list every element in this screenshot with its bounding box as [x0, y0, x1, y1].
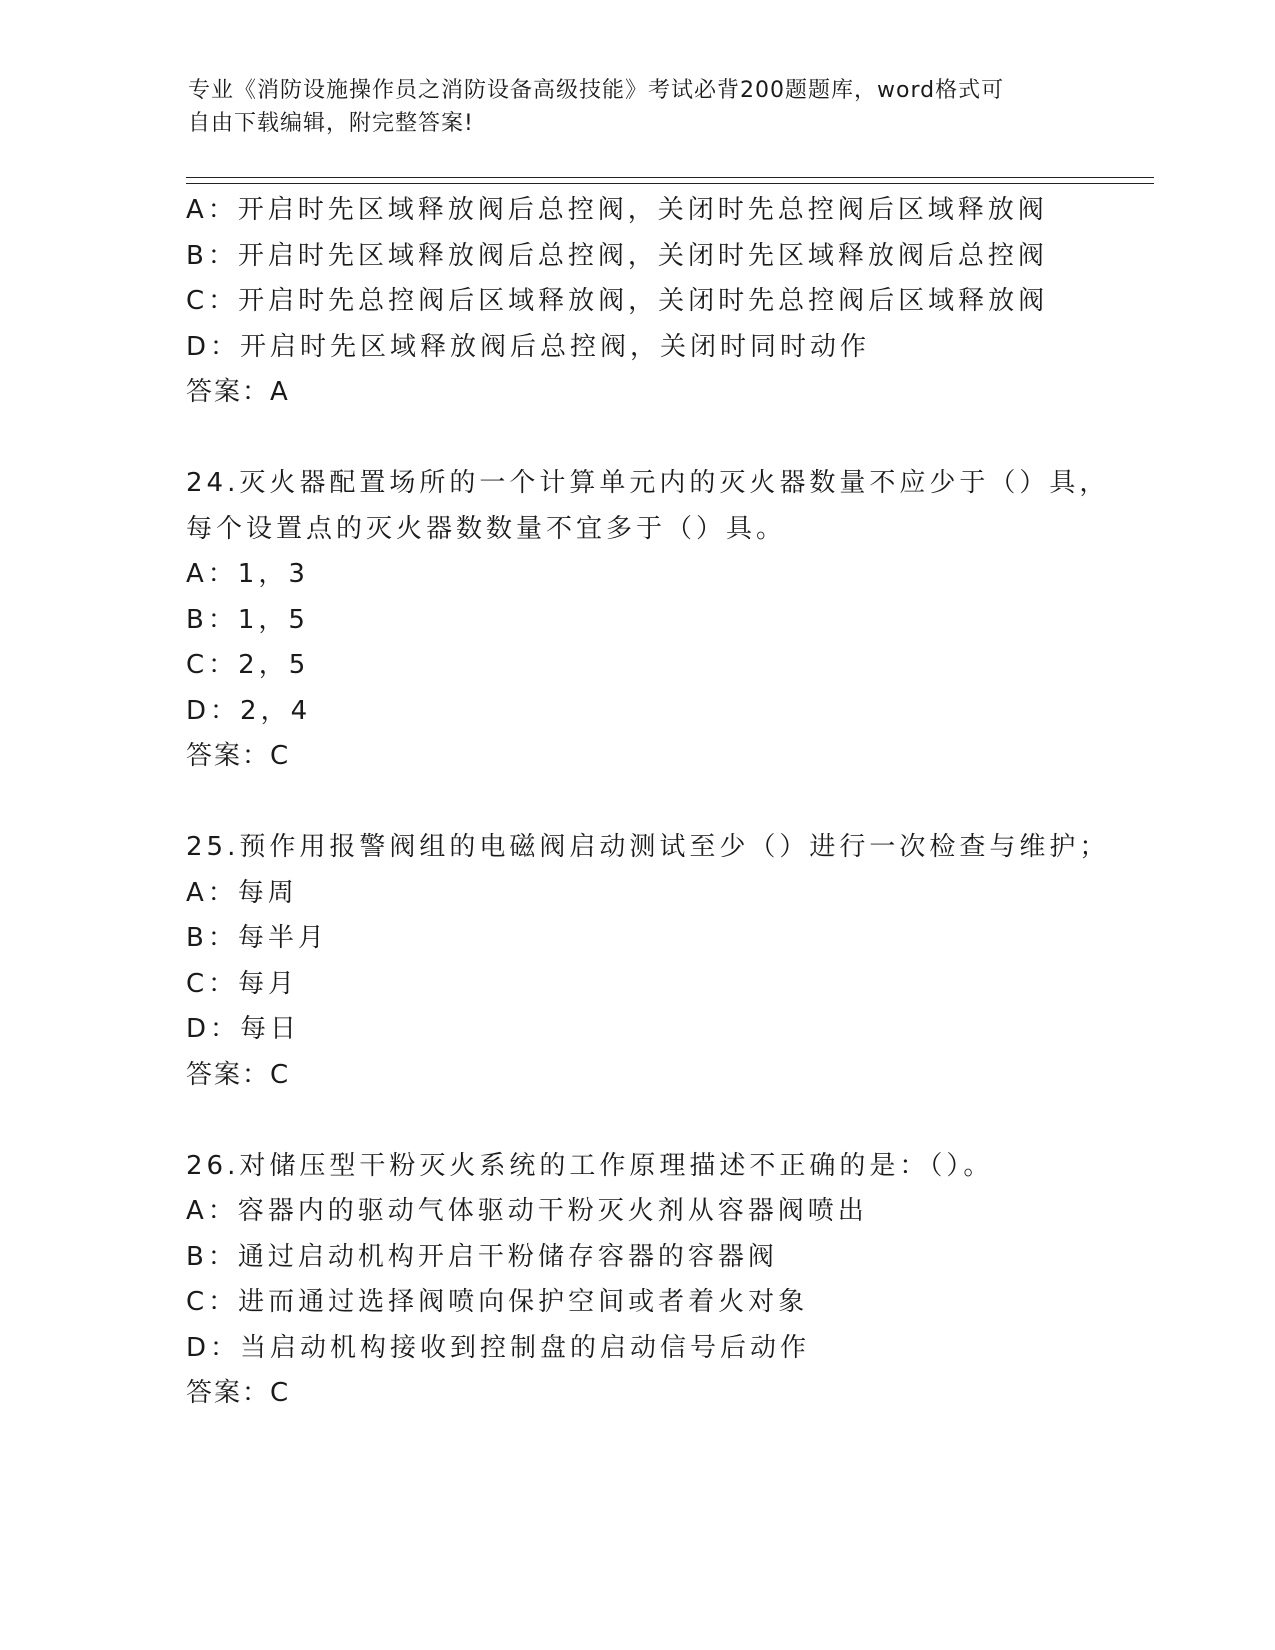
header-line-2: 自由下载编辑，附完整答案! — [188, 111, 474, 136]
question-24 — [186, 461, 1146, 780]
answer-text: 答案：C — [186, 1059, 291, 1090]
header-divider-top — [186, 177, 1154, 178]
question-stem-line-1: 26.对储压型干粉灭火系统的工作原理描述不正确的是：（）。 — [186, 1150, 994, 1181]
document-header — [188, 74, 1068, 140]
answer-text: 答案：C — [186, 741, 291, 771]
question-spacer — [186, 416, 1146, 462]
option-a: A：每周 — [186, 877, 298, 908]
option-c: C：进而通过选择阀喷向保护空间或者着火对象 — [186, 1287, 809, 1317]
answer-text: 答案：A — [186, 377, 290, 407]
option-b: B：通过启动机构开启干粉储存容器的容器阀 — [186, 1241, 778, 1272]
option-d: D：每日 — [186, 1014, 301, 1044]
option-c: C：开启时先总控阀后区域释放阀，关闭时先总控阀后区域释放阀 — [186, 286, 1049, 316]
question-stem-line-2: 每个设置点的灭火器数数量不宜多于（）具。 — [186, 513, 787, 544]
option-b: B：每半月 — [186, 923, 328, 953]
option-d: D：开启时先区域释放阀后总控阀，关闭时同时动作 — [186, 331, 871, 362]
question-list — [186, 188, 1146, 1417]
option-c: C：2，5 — [186, 650, 310, 680]
question-26 — [186, 1144, 1146, 1417]
question-stem-line-1: 24.灭火器配置场所的一个计算单元内的灭火器数量不应少于（）具， — [186, 468, 1110, 498]
option-a: A：1，3 — [186, 559, 309, 589]
answer-text: 答案：C — [186, 1378, 291, 1408]
question-stem-line-1: 25.预作用报警阀组的电磁阀启动测试至少（）进行一次检查与维护； — [186, 832, 1110, 862]
question-spacer — [186, 1098, 1146, 1144]
option-a: A：开启时先区域释放阀后总控阀，关闭时先总控阀后区域释放阀 — [186, 195, 1048, 225]
option-a: A：容器内的驱动气体驱动干粉灭火剂从容器阀喷出 — [186, 1196, 868, 1226]
question-spacer — [186, 780, 1146, 826]
option-c: C：每月 — [186, 968, 299, 999]
question-23 — [186, 188, 1146, 416]
option-d: D：当启动机构接收到控制盘的启动信号后动作 — [186, 1332, 811, 1363]
option-b: B：开启时先区域释放阀后总控阀，关闭时先区域释放阀后总控阀 — [186, 240, 1048, 271]
option-d: D：2，4 — [186, 695, 312, 726]
option-b: B：1，5 — [186, 604, 309, 635]
header-line-1: 专业《消防设施操作员之消防设备高级技能》考试必背200题题库，word格式可 — [188, 78, 1005, 103]
header-divider-bottom — [186, 183, 1154, 184]
question-25 — [186, 825, 1146, 1098]
